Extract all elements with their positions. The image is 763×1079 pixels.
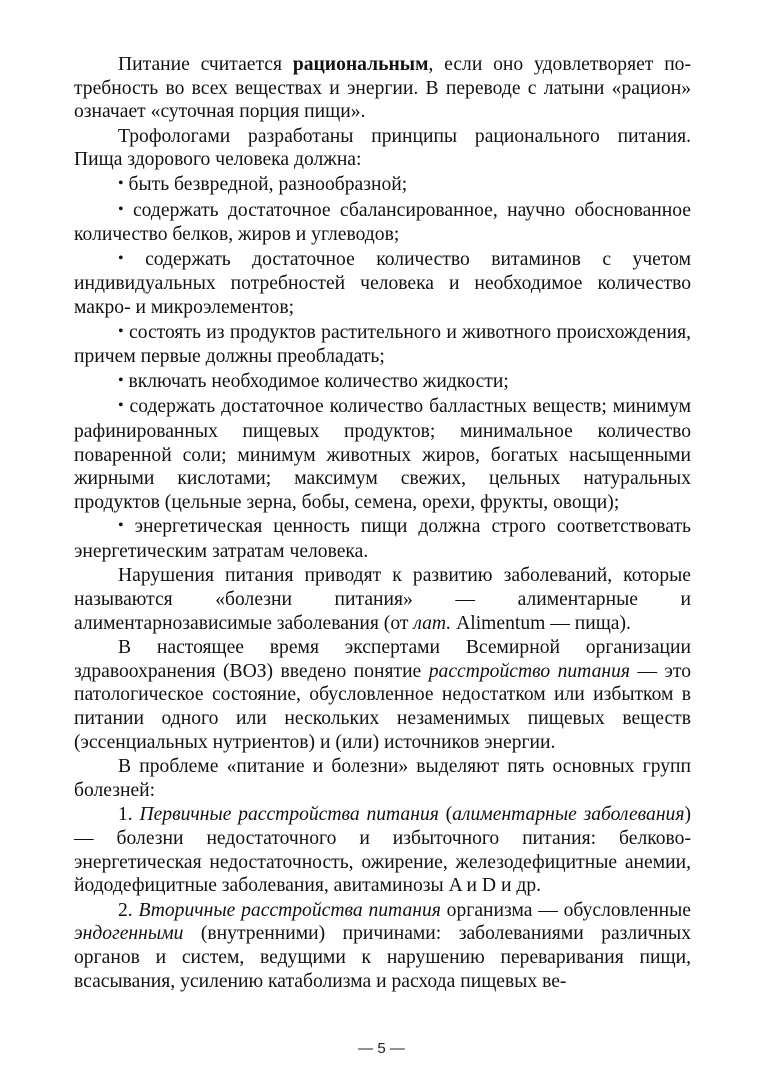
list-item-text: состоять из продуктов растительного и животного происхождения, причем первые должны преобладать; [74,321,691,368]
bullet-icon: • [118,200,124,218]
list-item-text: содержать достаточное количество балластных веществ; минимум рафинированных пищевых продуктов; минимальное количество поваренной соли; минимум животных жиров, богатых насыщенными жирными кислотами; максимум свежих, цельных натуральных продуктов (цельные зерна, бобы, семена, орехи, фрукты, овощи); [74,396,691,513]
bullet-icon: • [118,517,124,535]
paragraph-text: организма — обусловленные [440,899,692,921]
list-item [74,515,691,563]
list-item-text: включать необходимое количество жидкости; [123,370,509,392]
paragraph-text: ) — болезни недостаточного и избыточного питания: белково-энергетическая недостаточность, ожирение, железодефицитные анемии, йододефицитные заболевания, авитаминозы A и D и др. [74,804,691,897]
list-item-text: энергетическая ценность пищи должна строго соответствовать энергетическим затратам человека. [74,516,691,562]
bullet-icon: • [118,174,124,192]
italic-term-disorder: расстройство питания [428,660,630,682]
paragraph-trophologists [74,125,691,172]
paragraph-rational-nutrition [74,53,691,124]
paragraph-text: Питание считается [118,54,293,75]
italic-term-alimentary: алиментарные заболевания [452,804,685,826]
list-item [74,248,691,320]
bullet-icon: • [118,249,124,267]
paragraph-text: , если оно удовлетворяет потребность во всех веществах и энергии. В переводе с латыни «рацион» означает «суточная порция пищи». [74,54,692,123]
list-item [74,173,691,198]
paragraph-who-definition [74,636,691,754]
paragraph-text: Трофологами разработаны принципы рационального питания. Пища здорового человека должна: [74,125,691,171]
page-body [74,53,691,993]
paragraph-text: Нарушения питания приводят к развитию заболеваний, которые называются «болезни питания» — алиментарные и алиментарнозависимые заболевания (от [74,565,691,634]
italic-term-secondary: Вторичные расстройства питания [138,899,441,921]
list-item-text: содержать достаточное сбалансированное, научно обоснованное количество белков, жиров и углеводов; [74,199,691,246]
paragraph-text: (внутренними) причинами: заболеваниями различных органов и систем, ведущими к нарушению переваривания пищи, всасывания, усилению катаболизма и расхода пищевых ве- [74,923,691,992]
bullet-icon: • [118,371,124,389]
item-number: 2. [118,899,139,921]
italic-term-primary: Первичные расстройства питания [139,804,439,826]
bold-term-rational: рациональным [292,54,429,75]
italic-term-lat: лат. [413,612,452,634]
paragraph-text: ( [438,804,453,826]
paragraph-nutrition-disorders [74,564,691,635]
list-item-text: быть безвредной, разнообразной; [123,173,408,195]
paragraph-five-groups [74,755,691,802]
page-number: — 5 — [358,1040,405,1057]
numbered-item-secondary [74,899,691,993]
paragraph-text: — это патологическое состояние, обусловленное недостатком или избытком в питании одного или нескольких незаменимых пищевых веществ (эссенциальных нутриентов) и (или) источников энергии. [74,660,691,753]
item-number: 1. [118,804,140,826]
bullet-icon: • [118,322,124,340]
numbered-item-primary [74,803,691,897]
paragraph-text: Alimentum — пища). [451,612,631,634]
bullet-icon: • [118,397,124,415]
paragraph-text: В настоящее время экспертами Всемирной организации здравоохранения (ВОЗ) введено понятие [74,637,691,682]
paragraph-text: В проблеме «питание и болезни» выделяют пять основных групп болезней: [74,756,691,801]
list-item [74,321,691,369]
italic-term-endogenous: эндогенными [74,923,184,945]
list-item [74,199,691,247]
list-item-text: содержать достаточное количество витаминов с учетом индивидуальных потребностей человека и необходимое количество макро- и микроэлементов; [74,248,691,318]
list-item [74,395,691,514]
list-item [74,370,691,395]
